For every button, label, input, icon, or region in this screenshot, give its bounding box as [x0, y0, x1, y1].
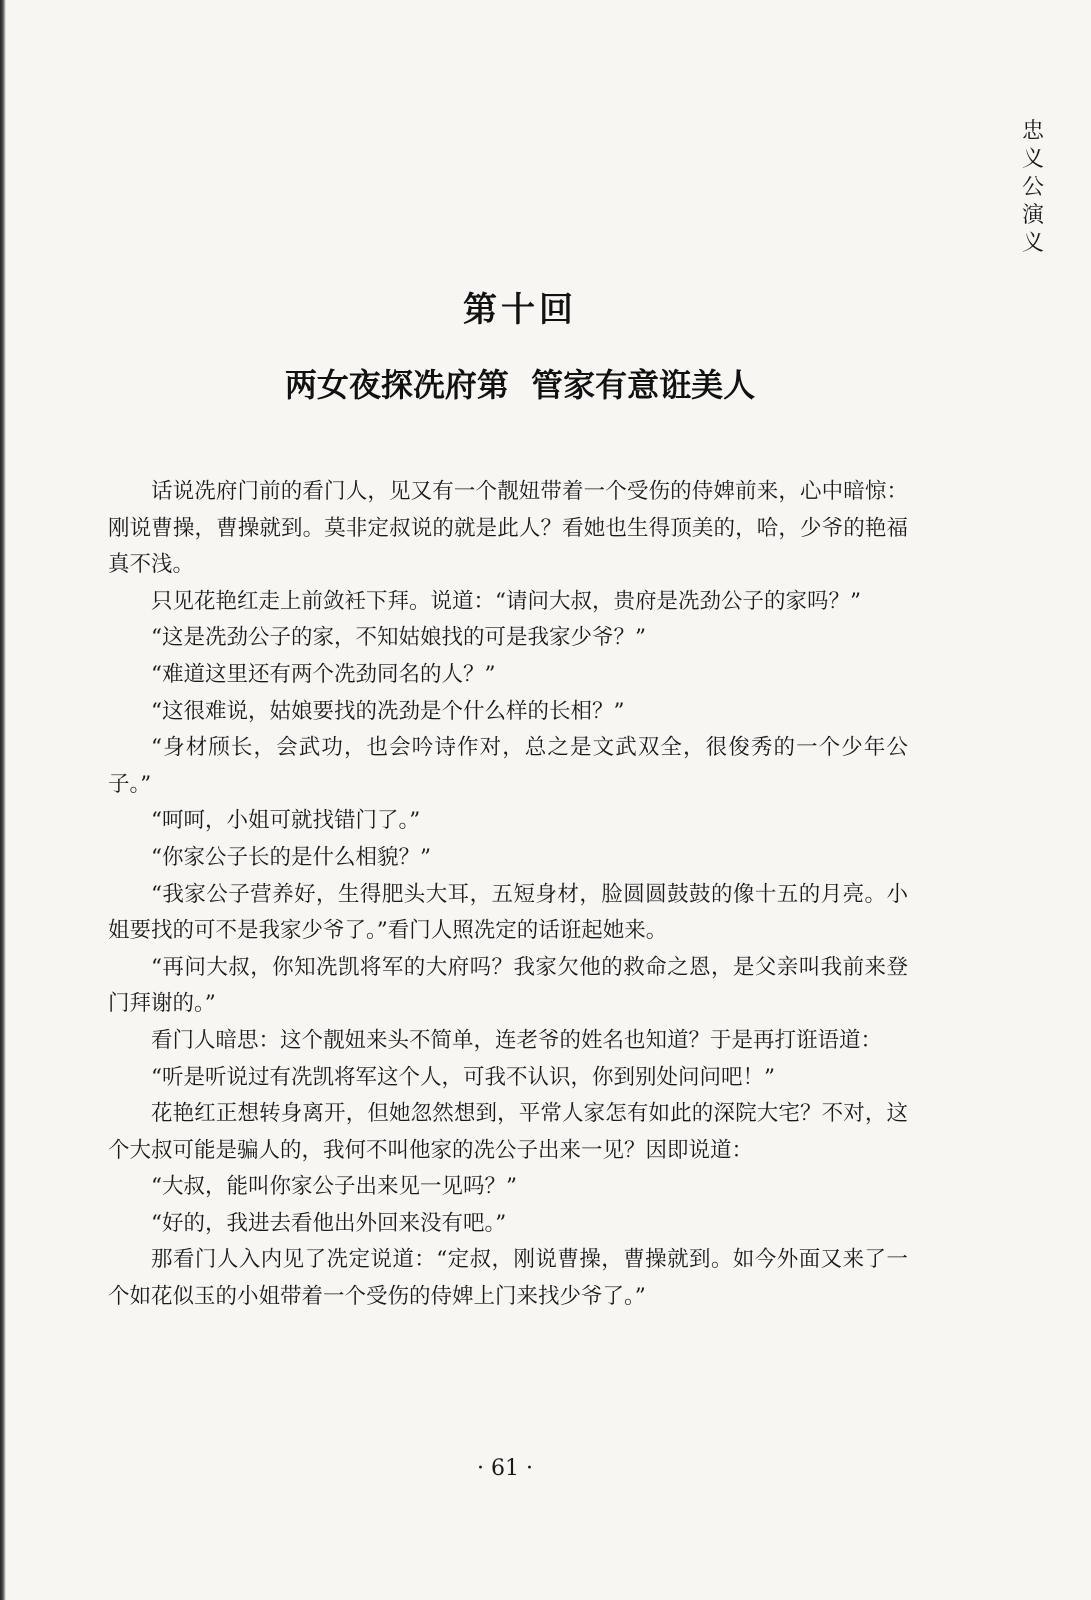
page-spine-shadow — [0, 0, 6, 1600]
paragraph: “呵呵，小姐可就找错门了。” — [151, 808, 421, 834]
body-text — [108, 474, 908, 1316]
paragraph: “你家公子长的是什么相貌？” — [151, 844, 431, 870]
paragraph: “再问大叔，你知冼凯将军的大府吗？我家欠他的救命之恩，是父亲叫我前来登门拜谢的。” — [108, 954, 908, 1017]
running-head-char: 演 — [1021, 203, 1044, 228]
paragraph: 那看门人入内见了冼定说道：“定叔，刚说曹操，曹操就到。如今外面又来了一个如花似玉的小姐带着一个受伤的侍婢上门来找少爷了。” — [108, 1247, 908, 1310]
running-head-char: 忠 — [1021, 119, 1044, 144]
running-head — [1018, 118, 1048, 258]
paragraph: “大叔，能叫你家公子出来见一见吗？” — [151, 1174, 517, 1200]
paragraph: “好的，我进去看他出外回来没有吧。” — [151, 1210, 507, 1236]
paragraph: 只见花艳红走上前敛衽下拜。说道：“请问大叔，贵府是冼劲公子的家吗？” — [151, 588, 861, 614]
paragraph: “这很难说，姑娘要找的冼劲是个什么样的长相？” — [151, 698, 625, 724]
paragraph: 看门人暗思：这个靓妞来头不简单，连老爷的姓名也知道？于是再打诳语道： — [151, 1027, 883, 1053]
paragraph: “我家公子营养好，生得肥头大耳，五短身材，脸圆圆鼓鼓的像十五的月亮。小姐要找的可不是我家少爷了。”看门人照冼定的话诳起她来。 — [108, 881, 908, 944]
paragraph: “难道这里还有两个冼劲同名的人？” — [151, 661, 496, 687]
chapter-title: 两女夜探冼府第 管家有意诳美人 — [284, 366, 756, 404]
chapter-number: 第十回 — [463, 290, 577, 330]
paragraph: “这是冼劲公子的家，不知姑娘找的可是我家少爷？” — [151, 625, 646, 651]
paragraph: “身材颀长，会武功，也会吟诗作对，总之是文武双全，很俊秀的一个少年公子。” — [108, 735, 908, 797]
paragraph: “听是听说过有冼凯将军这个人，可我不认识，你到别处问问吧！” — [151, 1064, 775, 1090]
running-head-char: 公 — [1021, 175, 1044, 200]
paragraph: 花艳红正想转身离开，但她忽然想到，平常人家怎有如此的深院大宅？不对，这个大叔可能是骗人的，我何不叫他家的冼公子出来一见？因即说道： — [108, 1101, 908, 1163]
paragraph: 话说冼府门前的看门人，见又有一个靓妞带着一个受伤的侍婢前来，心中暗惊：刚说曹操，曹操就到。莫非定叔说的就是此人？看她也生得顶美的，哈，少爷的艳福真不浅。 — [108, 479, 908, 578]
running-head-char: 义 — [1021, 147, 1044, 172]
running-head-char: 义 — [1021, 231, 1044, 256]
page-number: · 61 · — [477, 1456, 533, 1481]
